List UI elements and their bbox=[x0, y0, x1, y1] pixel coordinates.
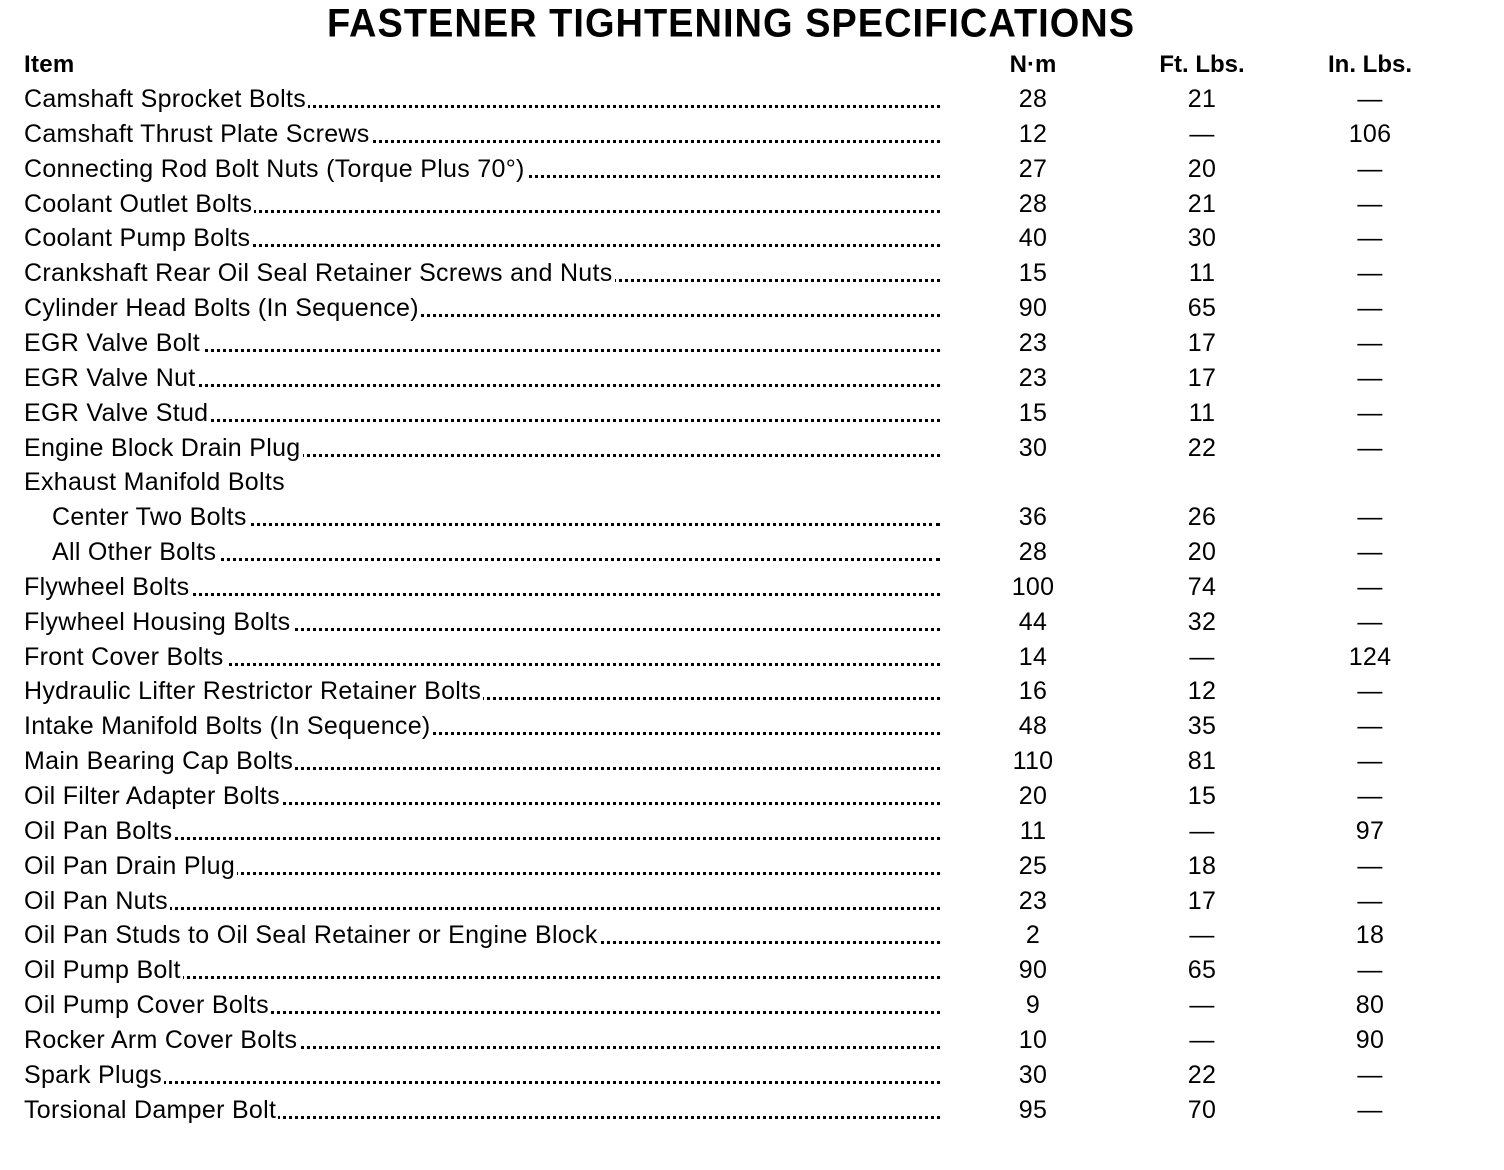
table-row bbox=[0, 1023, 1504, 1058]
item-label: Coolant Pump Bolts bbox=[24, 224, 251, 253]
ft-lbs-value: 70 bbox=[1187, 1095, 1217, 1124]
nm-value: 100 bbox=[1011, 572, 1055, 601]
item-cell bbox=[24, 221, 940, 256]
nm-value: 27 bbox=[1018, 154, 1048, 183]
ft-lbs-value: 17 bbox=[1187, 886, 1217, 915]
table-row bbox=[0, 953, 1504, 988]
in-lbs-value: — bbox=[1357, 851, 1383, 880]
ft-lbs-value: 12 bbox=[1187, 677, 1217, 706]
item-label: Main Bearing Cap Bolts bbox=[24, 747, 294, 776]
item-cell bbox=[24, 187, 940, 222]
nm-value: 12 bbox=[1018, 119, 1048, 148]
in-lbs-value: — bbox=[1357, 363, 1383, 392]
in-lbs-value: — bbox=[1357, 607, 1383, 636]
item-label: Oil Pump Bolt bbox=[24, 956, 181, 985]
table-row bbox=[0, 117, 1504, 152]
nm-value: 23 bbox=[1018, 328, 1048, 357]
in-lbs-value: 80 bbox=[1355, 991, 1385, 1020]
item-cell bbox=[24, 1093, 940, 1128]
ft-lbs-value: 15 bbox=[1187, 782, 1217, 810]
header-in-lbs: In. Lbs. bbox=[1328, 51, 1412, 78]
ft-lbs-value: 21 bbox=[1187, 85, 1217, 113]
in-lbs-value: — bbox=[1357, 886, 1383, 915]
item-label: Connecting Rod Bolt Nuts (Torque Plus 70°) bbox=[24, 154, 525, 183]
ft-lbs-value: 32 bbox=[1187, 607, 1217, 636]
nm-value: 30 bbox=[1018, 433, 1048, 462]
in-lbs-value: — bbox=[1357, 189, 1383, 218]
item-cell bbox=[24, 953, 940, 988]
item-label: Oil Filter Adapter Bolts bbox=[24, 782, 280, 810]
nm-value: 90 bbox=[1018, 956, 1048, 985]
ft-lbs-value: — bbox=[1189, 991, 1215, 1020]
in-lbs-value: — bbox=[1357, 677, 1383, 706]
item-label: Camshaft Thrust Plate Screws bbox=[24, 119, 370, 148]
in-lbs-value: — bbox=[1357, 712, 1383, 741]
item-cell bbox=[24, 849, 940, 884]
table-row bbox=[0, 605, 1504, 640]
in-lbs-value: — bbox=[1357, 956, 1383, 985]
nm-value: 30 bbox=[1018, 1060, 1048, 1089]
table-row bbox=[0, 361, 1504, 396]
item-label: Oil Pan Bolts bbox=[24, 816, 173, 845]
table-row bbox=[0, 535, 1504, 570]
item-cell bbox=[24, 326, 940, 361]
header-nm: N·m bbox=[1009, 51, 1057, 78]
in-lbs-value: — bbox=[1357, 85, 1383, 113]
item-cell bbox=[24, 291, 940, 326]
ft-lbs-value: — bbox=[1189, 642, 1215, 671]
nm-value: 15 bbox=[1018, 398, 1048, 427]
table-row bbox=[0, 431, 1504, 466]
item-cell bbox=[24, 988, 940, 1023]
item-cell bbox=[24, 82, 940, 117]
nm-value: 28 bbox=[1018, 85, 1048, 113]
nm-value: 90 bbox=[1018, 294, 1048, 323]
in-lbs-value: — bbox=[1357, 328, 1383, 357]
ft-lbs-value: 18 bbox=[1187, 851, 1217, 880]
nm-value: 11 bbox=[1019, 816, 1047, 845]
table-row bbox=[0, 291, 1504, 326]
ft-lbs-value: — bbox=[1189, 816, 1215, 845]
table-row bbox=[0, 187, 1504, 222]
item-label: Oil Pan Studs to Oil Seal Retainer or Engine Block bbox=[24, 921, 598, 950]
nm-value: 40 bbox=[1018, 224, 1048, 253]
in-lbs-value: — bbox=[1357, 503, 1383, 532]
ft-lbs-value: — bbox=[1189, 1025, 1215, 1054]
nm-value: 36 bbox=[1018, 503, 1048, 532]
item-label: Oil Pump Cover Bolts bbox=[24, 991, 269, 1020]
item-label: Rocker Arm Cover Bolts bbox=[24, 1025, 298, 1054]
table-row bbox=[0, 152, 1504, 187]
table-row bbox=[0, 1093, 1504, 1128]
page-title: FASTENER TIGHTENING SPECIFICATIONS bbox=[326, 1, 1136, 47]
nm-value: 28 bbox=[1018, 189, 1048, 218]
nm-value: 2 bbox=[1025, 921, 1041, 950]
item-label: Flywheel Bolts bbox=[24, 572, 190, 601]
ft-lbs-value: 74 bbox=[1187, 572, 1217, 601]
nm-value: 20 bbox=[1018, 782, 1048, 810]
table-row bbox=[0, 1058, 1504, 1093]
item-cell bbox=[24, 884, 940, 919]
in-lbs-value: 18 bbox=[1355, 921, 1385, 950]
item-label: Center Two Bolts bbox=[52, 503, 247, 532]
nm-value: 95 bbox=[1018, 1095, 1048, 1124]
item-cell bbox=[24, 465, 940, 500]
item-cell bbox=[24, 117, 940, 152]
item-label: Engine Block Drain Plug bbox=[24, 433, 301, 462]
ft-lbs-value: — bbox=[1189, 921, 1215, 950]
item-cell bbox=[24, 1023, 940, 1058]
item-cell bbox=[24, 814, 940, 849]
item-label: EGR Valve Stud bbox=[24, 398, 209, 427]
table-row bbox=[0, 674, 1504, 709]
item-label: Torsional Damper Bolt bbox=[24, 1095, 277, 1124]
item-label: Exhaust Manifold Bolts bbox=[24, 468, 285, 497]
item-cell bbox=[24, 256, 940, 291]
nm-value: 14 bbox=[1018, 642, 1048, 671]
ft-lbs-value: 20 bbox=[1187, 538, 1217, 567]
item-cell bbox=[24, 605, 940, 640]
nm-value: 23 bbox=[1018, 886, 1048, 915]
item-label: Oil Pan Drain Plug bbox=[24, 851, 236, 880]
in-lbs-value: — bbox=[1357, 154, 1383, 183]
item-cell bbox=[24, 744, 940, 779]
nm-value: 9 bbox=[1025, 991, 1041, 1020]
ft-lbs-value: 17 bbox=[1187, 328, 1217, 357]
table-row bbox=[0, 221, 1504, 256]
item-label: Oil Pan Nuts bbox=[24, 886, 168, 915]
ft-lbs-value: 30 bbox=[1187, 224, 1217, 253]
ft-lbs-value: 26 bbox=[1187, 503, 1217, 532]
header-item: Item bbox=[24, 51, 75, 78]
ft-lbs-value: 65 bbox=[1187, 294, 1217, 323]
in-lbs-value: — bbox=[1357, 433, 1383, 462]
in-lbs-value: — bbox=[1357, 398, 1383, 427]
in-lbs-value: 106 bbox=[1348, 119, 1392, 148]
nm-value: 25 bbox=[1018, 851, 1048, 880]
ft-lbs-value: 11 bbox=[1188, 398, 1216, 427]
in-lbs-value: — bbox=[1357, 572, 1383, 601]
item-label: Cylinder Head Bolts (In Sequence) bbox=[24, 294, 419, 323]
nm-value: 110 bbox=[1012, 747, 1054, 776]
item-label: Crankshaft Rear Oil Seal Retainer Screws and Nuts bbox=[24, 259, 613, 288]
ft-lbs-value: 21 bbox=[1187, 189, 1217, 218]
item-cell bbox=[52, 500, 940, 535]
nm-value: 16 bbox=[1018, 677, 1048, 706]
ft-lbs-value: 81 bbox=[1187, 747, 1217, 776]
ft-lbs-value: 22 bbox=[1187, 1060, 1217, 1089]
in-lbs-value: — bbox=[1357, 224, 1383, 253]
item-label: Front Cover Bolts bbox=[24, 642, 224, 671]
table-row bbox=[0, 884, 1504, 919]
in-lbs-value: — bbox=[1357, 538, 1383, 567]
item-cell bbox=[24, 431, 940, 466]
table-row bbox=[0, 326, 1504, 361]
ft-lbs-value: 22 bbox=[1187, 433, 1217, 462]
nm-value: 23 bbox=[1018, 363, 1048, 392]
item-cell bbox=[24, 1058, 940, 1093]
table-row bbox=[0, 779, 1504, 814]
in-lbs-value: — bbox=[1357, 747, 1383, 776]
in-lbs-value: 124 bbox=[1348, 642, 1392, 671]
ft-lbs-value: 35 bbox=[1187, 712, 1217, 741]
item-cell bbox=[24, 640, 940, 675]
in-lbs-value: — bbox=[1357, 782, 1383, 810]
in-lbs-value: — bbox=[1357, 294, 1383, 323]
table-row bbox=[0, 640, 1504, 675]
ft-lbs-value: 20 bbox=[1187, 154, 1217, 183]
table-row bbox=[0, 396, 1504, 431]
item-cell bbox=[24, 361, 940, 396]
nm-value: 48 bbox=[1018, 712, 1048, 741]
in-lbs-value: 90 bbox=[1355, 1025, 1385, 1054]
table-row bbox=[0, 256, 1504, 291]
item-label: Flywheel Housing Bolts bbox=[24, 607, 291, 636]
item-cell bbox=[52, 535, 940, 570]
ft-lbs-value: — bbox=[1189, 119, 1215, 148]
item-cell bbox=[24, 709, 940, 744]
in-lbs-value: — bbox=[1357, 259, 1383, 288]
item-cell bbox=[24, 396, 940, 431]
table-row bbox=[0, 849, 1504, 884]
table-row bbox=[0, 744, 1504, 779]
item-cell bbox=[24, 779, 940, 814]
item-label: Coolant Outlet Bolts bbox=[24, 189, 253, 218]
nm-value: 44 bbox=[1018, 607, 1048, 636]
item-label: EGR Valve Bolt bbox=[24, 328, 201, 357]
table-row bbox=[0, 570, 1504, 605]
header-ft-lbs: Ft. Lbs. bbox=[1159, 51, 1245, 78]
item-cell bbox=[24, 918, 940, 953]
table-row bbox=[0, 500, 1504, 535]
item-label: All Other Bolts bbox=[52, 538, 217, 567]
table-row bbox=[0, 988, 1504, 1023]
item-cell bbox=[24, 152, 940, 187]
table-row bbox=[0, 465, 1504, 500]
item-label: Intake Manifold Bolts (In Sequence) bbox=[24, 712, 431, 741]
table-row bbox=[0, 918, 1504, 953]
nm-value: 15 bbox=[1018, 259, 1048, 288]
ft-lbs-value: 11 bbox=[1188, 259, 1216, 288]
nm-value: 10 bbox=[1018, 1025, 1048, 1054]
item-label: Spark Plugs bbox=[24, 1060, 163, 1089]
nm-value: 28 bbox=[1018, 538, 1048, 567]
in-lbs-value: 97 bbox=[1355, 816, 1385, 845]
in-lbs-value: — bbox=[1357, 1060, 1383, 1089]
item-label: Camshaft Sprocket Bolts bbox=[24, 85, 307, 113]
table-row bbox=[0, 814, 1504, 849]
table-row bbox=[0, 709, 1504, 744]
table-header bbox=[0, 46, 1504, 81]
ft-lbs-value: 65 bbox=[1187, 956, 1217, 985]
table-row bbox=[0, 82, 1504, 117]
item-label: Hydraulic Lifter Restrictor Retainer Bolts bbox=[24, 677, 482, 706]
item-cell bbox=[24, 674, 940, 709]
item-label: EGR Valve Nut bbox=[24, 363, 196, 392]
ft-lbs-value: 17 bbox=[1187, 363, 1217, 392]
in-lbs-value: — bbox=[1357, 1095, 1383, 1124]
item-cell bbox=[24, 570, 940, 605]
